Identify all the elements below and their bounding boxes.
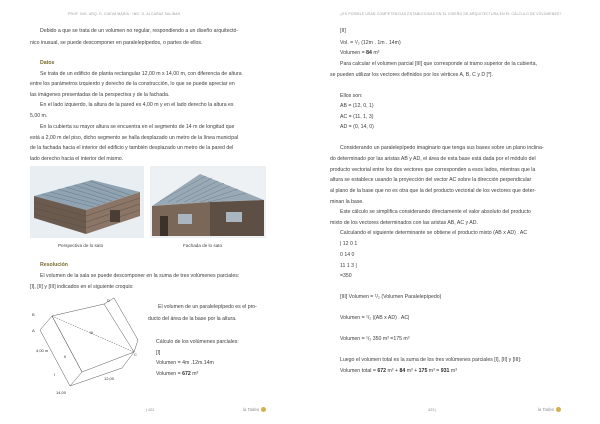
footer-brand-left: la Tadeo bbox=[243, 407, 266, 412]
para-line: mixto de los vectores determinados con las aristas AB, AC y AD. bbox=[330, 220, 478, 226]
footer-brand-right: la Tadeo bbox=[538, 407, 561, 412]
para-line: al plano de la base que no es otra que la del producto vectorial de los vectores que deter- bbox=[330, 188, 536, 194]
para-line: Considerando un paralelepípedo imaginario que tenga sus bases sobre un plano inclina- bbox=[340, 145, 544, 151]
datos-line: entre los parámetros izquierdo y derecho de la construcción, lo que se puede apreciar en bbox=[30, 81, 235, 87]
datos-line: En el lado izquierdo, la altura de la pared es 4,00 m y en el lado derecho la altura es bbox=[40, 102, 234, 108]
total-result: Volumen total = 672 m³ + 84 m³ + 175 m³ = 931 m³ bbox=[340, 368, 457, 374]
vectors-title: Ellos son: bbox=[340, 93, 363, 99]
vector-ab: AB = (12, 0, 1) bbox=[340, 103, 374, 109]
para-line: Calculando el siguiente determinante se obtiene el producto mixto (AB x AD) . AC bbox=[340, 230, 528, 236]
determinant-row: 11 1 3 | bbox=[340, 263, 357, 269]
datos-line: las imágenes presentadas de la perspectiva y de la fachada. bbox=[30, 92, 170, 98]
sketch-label: 12,00 bbox=[104, 376, 115, 381]
caption-facade: Fachada de lo sato bbox=[183, 243, 223, 248]
sketch-label: 14,00 bbox=[56, 390, 67, 395]
perspective-render-image bbox=[30, 166, 144, 238]
side-note-line: ducto del área de la base por la altura. bbox=[148, 316, 237, 322]
datos-line: 5,00 m. bbox=[30, 113, 48, 119]
sketch-label: III bbox=[90, 330, 94, 335]
para-line: producto vectorial entre los dos vectores que corresponden a esos lados, mientras que la bbox=[330, 167, 536, 173]
running-header-right: ¿ES POSIBLE USAR COMPETENCIAS ESTABLECIDAS EN EL DISEÑO DE ARQUITECTURA EN EL CÁLCULO DE VOLÚMENES? bbox=[340, 12, 562, 16]
intro-line: nico inusual, se puede descomponer en paralelepípedos, o partes de ellos. bbox=[30, 40, 203, 46]
section-title-datos: Datos bbox=[40, 60, 55, 66]
caption-perspective: Perspectiva de lo sato bbox=[58, 243, 104, 248]
tadeo-logo-icon bbox=[261, 407, 266, 412]
para-line: minan la base. bbox=[330, 199, 364, 205]
determinant-result: =350 bbox=[340, 273, 352, 279]
vol-ii-label: [II] bbox=[340, 28, 346, 34]
sketch-label: C bbox=[134, 352, 137, 357]
para-line: Para calcular el volumen parcial [III] que corresponde al tramo superior de la cubierta, bbox=[340, 61, 537, 67]
vol-iii-line: [III] Volumen = ¹/₂ (Volumen Paralelepípedo) bbox=[340, 294, 442, 300]
para-line: se pueden utilizar los vectores definidos por los vértices A, B, C y D [*]. bbox=[330, 72, 493, 78]
datos-line: de la fachada hacia el interior del edificio y también desplazado un metro de la pared del bbox=[30, 145, 234, 151]
vector-ad: AD = (0, 14, 0) bbox=[340, 124, 374, 130]
datos-line: está a 2,00 m del piso, dicho segmento se halla desplazado un metro de la línea municipal bbox=[30, 135, 239, 141]
page-number-right: 423 | bbox=[428, 408, 437, 412]
vol-iii-line: Volumen = ¹/₂ |(AB x AD) . AC| bbox=[340, 315, 410, 321]
vol-ii-formula: Vol. = ¹/₂ (12m . 1m . 14m) bbox=[340, 40, 401, 46]
intro-line: Debido a que se trata de un volumen no regular, respondiendo a un diseño arquitectó- bbox=[40, 28, 239, 34]
facade-render-image bbox=[150, 166, 266, 238]
sketch-label: A bbox=[32, 328, 35, 333]
page-number-left: | 422 bbox=[146, 408, 155, 412]
section-title-resolucion: Resolución bbox=[40, 262, 68, 268]
resolucion-line: [I], [II] y [III] indicados en el siguiente croquis: bbox=[30, 284, 134, 290]
para-line: Este cálculo se simplifica considerando directamente el valor absoluto del producto bbox=[340, 209, 531, 215]
calc-label-i: [I] bbox=[156, 350, 161, 356]
running-header-left: PROF. ING. ARQ. D. CUEVA MARÍA · ING. G. ALCARAZ SALINAS bbox=[68, 12, 181, 16]
vol-ii-result: Volumen = 84 m³ bbox=[340, 50, 380, 56]
sketch-label: D bbox=[107, 298, 110, 303]
determinant-row: 0 14 0 bbox=[340, 252, 355, 258]
datos-line: lado derecho hacia el interior del mismo. bbox=[30, 156, 124, 162]
datos-line: Se trata de un edificio de planta rectangular 12,00 m x 14,00 m, con diferencia de altura bbox=[40, 71, 242, 77]
vol-iii-line: Volumen = ¹/₂ 350 m³ =175 m³ bbox=[340, 336, 410, 342]
sketch-label: B bbox=[32, 312, 35, 317]
calc-result-i: Volumen = 672 m³ bbox=[156, 371, 199, 377]
sketch-label: II bbox=[64, 354, 67, 359]
right-page bbox=[300, 0, 600, 424]
resolucion-line: El volumen de la sala se puede descomponer en la suma de tres volúmenes parciales: bbox=[40, 273, 240, 279]
tadeo-logo-icon bbox=[556, 407, 561, 412]
vector-ac: AC = (11, 1, 3) bbox=[340, 114, 374, 120]
para-line: do determinado por las aristas AB y AD, el área de esta base está dada por el módulo del bbox=[330, 156, 536, 162]
total-line: Luego el volumen total es la suma de los tres volúmenes parciales [I], [II] y [III]: bbox=[340, 357, 522, 363]
sketch-label: I bbox=[54, 372, 56, 377]
volume-decomposition-sketch bbox=[30, 296, 150, 396]
calc-line: Volumen = 4m .12m.14m bbox=[156, 360, 214, 366]
sketch-label: 4,00 m bbox=[36, 348, 49, 353]
datos-line: En la cubierta su mayor altura se encuentra en el segmento de 14 m de longitud que bbox=[40, 124, 235, 130]
side-note-line: El volumen de un paralelepípedo es el pro- bbox=[158, 304, 257, 310]
para-line: altura se establece usando la proyección del vector AC sobre la dirección perpendicular bbox=[330, 177, 532, 183]
calc-title: Cálculo de los volúmenes parciales: bbox=[156, 339, 239, 345]
determinant-row: | 12 0 1 bbox=[340, 241, 358, 247]
